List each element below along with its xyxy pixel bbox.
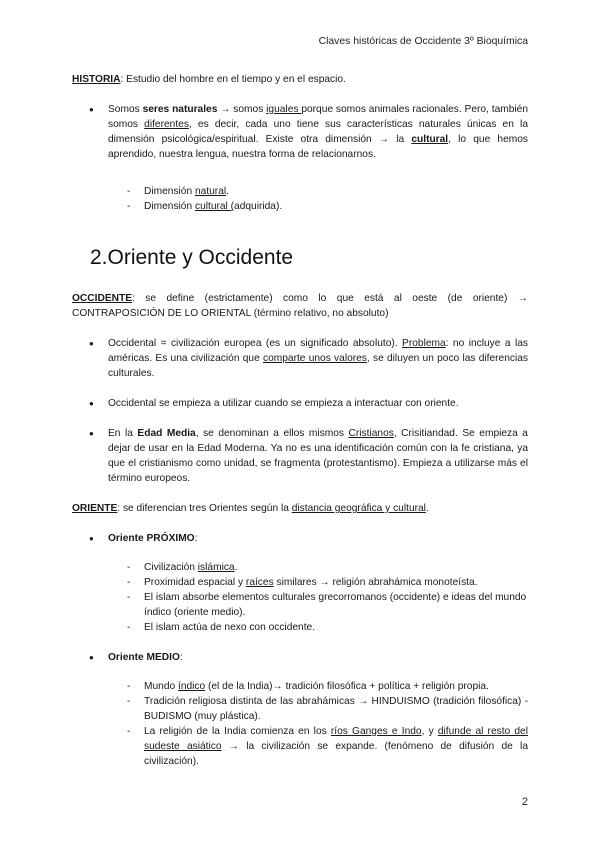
page-content <box>72 72 528 769</box>
list-item: - La religión de la India comienza en los ríos Ganges e Indo, y difunde al resto del sudeste asiático → la civilización se expande. (fenómeno de difusión de la civilización). <box>72 724 528 769</box>
dimension-list <box>72 184 528 214</box>
section-heading: 2.Oriente y Occidente <box>90 246 294 269</box>
list-item: ● En la Edad Media, se denominan a ellos mismos Cristianos, Crisitiandad. Se empieza a dejar de usar en la Edad Moderna. Ya no es una identificación común con la fe cristiana, ya que el cristianismo como unidad, se fragmenta (protestantismo). Empieza a utilizarse más el término europeos. <box>72 426 528 486</box>
proximo-list <box>72 560 528 635</box>
historia-definition: HISTORIA: Estudio del hombre en el tiempo y en el espacio. <box>72 74 346 85</box>
list-item: ● Occidental se empieza a utilizar cuando se empieza a interactuar con oriente. <box>72 396 528 411</box>
list-item: ● Occidental = civilización europea (es un significado absoluto). Problema: no incluye a las américas. Es una civilización que comparte unos valores, se diluyen un poco las diferencias culturales. <box>72 336 528 381</box>
list-item: - Mundo índico (el de la India)→ tradición filosófica + política + religión propia. <box>72 679 528 694</box>
occidente-definition: OCCIDENTE: se define (estrictamente) como lo que está al oeste (de oriente) → CONTRAPOSICIÓN DE LO ORIENTAL (término relativo, no absoluto) <box>72 293 528 319</box>
running-header: Claves históricas de Occidente 3º Bioquímica <box>318 36 528 47</box>
list-item: ● Oriente PRÓXIMO: <box>72 531 528 546</box>
list-item: - El islam absorbe elementos culturales grecorromanos (occidente) e ideas del mundo índico (oriente medio). <box>72 590 528 620</box>
list-item: - Tradición religiosa distinta de las abrahámicas → HINDUISMO (tradición filosófica) - BUDISMO (muy plástica). <box>72 694 528 724</box>
occidente-bullets <box>72 336 528 486</box>
medio-list <box>72 679 528 769</box>
list-item: ● Oriente MEDIO: <box>72 650 528 665</box>
oriente-definition: ORIENTE: se diferencian tres Orientes según la distancia geográfica y cultural. <box>72 503 429 514</box>
oriente-term: ORIENTE <box>72 503 118 514</box>
occidente-term: OCCIDENTE <box>72 293 132 304</box>
list-item: - Dimensión cultural (adquirida). <box>72 199 528 214</box>
list-item: - Dimensión natural. <box>72 184 528 199</box>
page-number: 2 <box>521 796 528 808</box>
historia-term: HISTORIA <box>72 74 121 85</box>
list-item: - El islam actúa de nexo con occidente. <box>72 620 528 635</box>
historia-bullets <box>72 102 528 162</box>
list-item: - Proximidad espacial y raíces similares → religión abrahámica monoteísta. <box>72 575 528 590</box>
list-item: ● Somos seres naturales → somos iguales porque somos animales racionales. Pero, también somos diferentes, es decir, cada uno tiene sus características naturales únicas en la dimensión psicológica/espiritual. Existe otra dimensión → la cultural, lo que hemos aprendido, nuestra lengua, nuestra forma de relacionarnos. <box>72 102 528 162</box>
list-item: - Civilización islámica. <box>72 560 528 575</box>
oriente-medio <box>72 650 528 665</box>
oriente-proximo <box>72 531 528 546</box>
